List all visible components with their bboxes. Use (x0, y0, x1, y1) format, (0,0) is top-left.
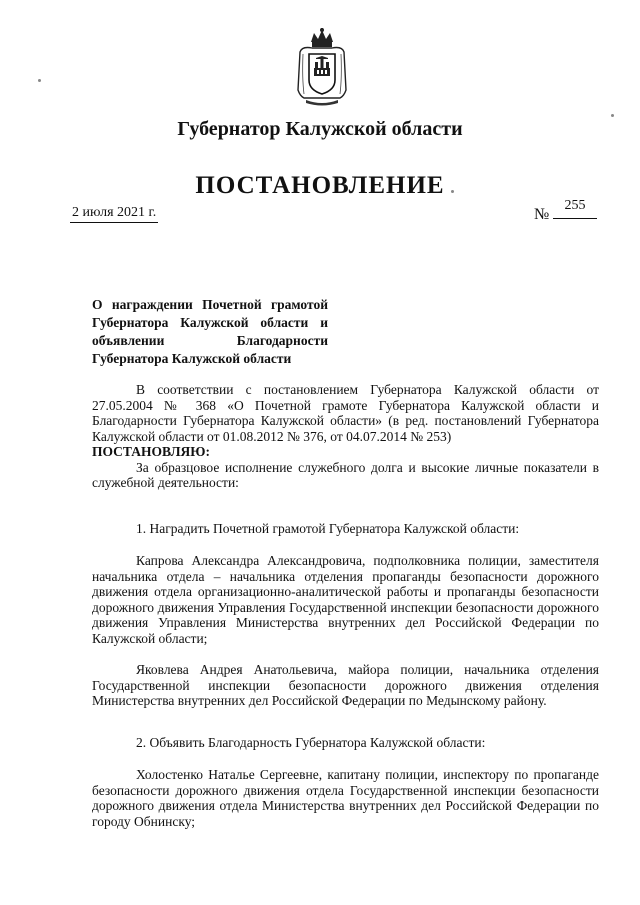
document-number-value: 255 (553, 198, 597, 219)
awardee-paragraph-2: Яковлева Андрея Анатольевича, майора полиции, начальника отделения Государственной инспекции безопасности дорожного движения отделения Министерства внутренних дел Российской Федерации по Медынскому району. (92, 662, 599, 708)
resolve-word: ПОСТАНОВЛЯЮ: (92, 444, 210, 459)
coat-of-arms-emblem (294, 28, 350, 108)
item-1-heading: 1. Наградить Почетной грамотой Губернатора Калужской области: (136, 521, 520, 536)
document-number-label: № (534, 206, 550, 223)
issuing-authority: Губернатор Калужской области (177, 118, 463, 140)
preamble-paragraph (92, 382, 599, 491)
awardee-paragraph-1: Капрова Александра Александровича, подполковника полиции, заместителя начальника отдела – начальника отделения пропаганды безопасности дорожного движения отдела организационно-аналитической работы и пропаганды безопасности дорожного движения Управления Государственной инспекции безопасности дорожного движения Управления Министерства внутренних дел Российской Федерации по Калужской области; (92, 553, 599, 646)
scan-speck (38, 79, 41, 82)
reason-text: За образцовое исполнение служебного долга и высокие личные показатели в служебной деятельности: (92, 459, 599, 490)
document-date: 2 июля 2021 г. (70, 205, 158, 223)
awardee-paragraph-3: Холостенко Наталье Сергеевне, капитану полиции, инспектору по пропаганде безопасности дорожного движения отдела Государственной инспекции безопасности дорожного движения отдела Министерства внутренних дел Российской Федерации по городу Обнинску; (92, 767, 599, 829)
scan-speck (451, 190, 454, 193)
scan-speck (611, 114, 614, 117)
preamble-text: В соответствии с постановлением Губернатора Калужской области от 27.05.2004 № 368 «О Почетной грамоте Губернатора Калужской области и Благодарности Губернатора Калужской области» (в ред. постановлений Губернатора Калужской области от 01.08.2012 № 376, от 04.07.2014 № 253) (92, 382, 599, 444)
document-type-title: ПОСТАНОВЛЕНИЕ (195, 172, 445, 199)
item-2-heading: 2. Объявить Благодарность Губернатора Калужской области: (136, 735, 486, 750)
document-subject: О награждении Почетной грамотой Губернатора Калужской области и объявлении Благодарности Губернатора Калужской области (92, 297, 328, 366)
